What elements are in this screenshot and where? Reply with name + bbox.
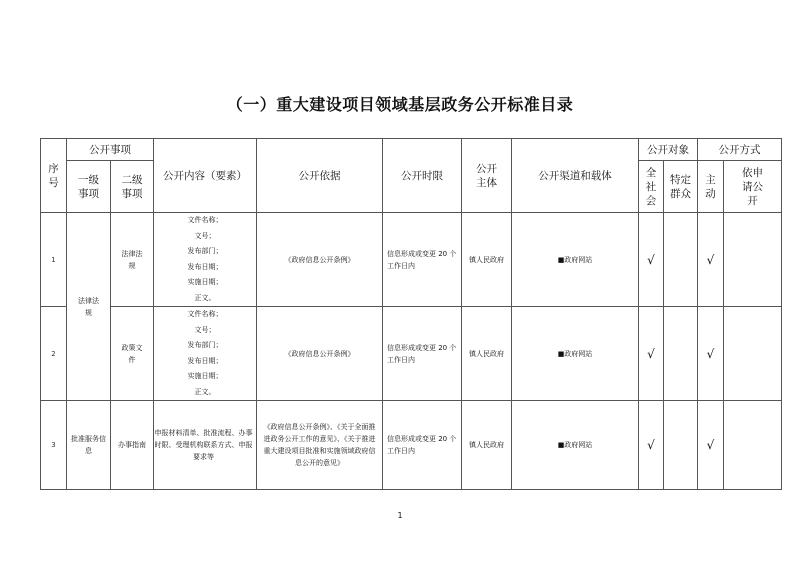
header-method: 公开方式 (698, 139, 782, 161)
row-check-active: √ (698, 401, 724, 490)
table-row (41, 307, 782, 401)
row-basis: 《政府信息公开条例》、《关于全面推进政务公开工作的意见》、《关于推进重大建设项目批准和实施领域政府信息公开的意见》 (257, 401, 383, 490)
header-level1: 一级事项 (67, 161, 111, 213)
row-time-limit: 信息形成或变更 20 个工作日内 (383, 401, 462, 490)
row-level1: 法律法规 (67, 213, 111, 401)
row-level2: 政策文件 (111, 307, 154, 401)
row-seq: 2 (41, 307, 67, 401)
row-check-active: √ (698, 307, 724, 401)
header-target: 公开对象 (639, 139, 698, 161)
row-subject: 镇人民政府 (462, 307, 512, 401)
row-check-specific (664, 213, 698, 307)
row-basis: 《政府信息公开条例》 (257, 213, 383, 307)
row-check-all: √ (639, 213, 664, 307)
row-level2: 办事指南 (111, 401, 154, 490)
row-check-all: √ (639, 401, 664, 490)
header-method-request: 依申请公开 (724, 161, 782, 213)
header-target-specific: 特定群众 (664, 161, 698, 213)
page-number: 1 (397, 511, 403, 520)
row-channel: ■政府网站 (512, 401, 639, 490)
row-channel: ■政府网站 (512, 307, 639, 401)
row-channel: ■政府网站 (512, 213, 639, 307)
row-level1: 批准服务信息 (67, 401, 111, 490)
row-check-all: √ (639, 307, 664, 401)
row-check-request (724, 307, 782, 401)
header-row-1 (41, 139, 782, 161)
header-method-active: 主动 (698, 161, 724, 213)
header-content: 公开内容（要素） (154, 139, 257, 213)
header-basis: 公开依据 (257, 139, 383, 213)
row-content: 申报材料清单、批准流程、办事时限、受理机构联系方式、申报要求等 (154, 401, 257, 490)
row-seq: 3 (41, 401, 67, 490)
header-channel: 公开渠道和载体 (512, 139, 639, 213)
row-content: 文件名称； 文号； 发布部门； 发布日期； 实施日期； 正文。 (154, 213, 257, 307)
row-subject: 镇人民政府 (462, 213, 512, 307)
header-seq: 序号 (41, 139, 67, 213)
row-check-request (724, 213, 782, 307)
row-content: 文件名称； 文号； 发布部门； 发布日期； 实施日期； 正文。 (154, 307, 257, 401)
header-time-limit: 公开时限 (383, 139, 462, 213)
header-public-matters: 公开事项 (67, 139, 154, 161)
row-basis: 《政府信息公开条例》 (257, 307, 383, 401)
row-subject: 镇人民政府 (462, 401, 512, 490)
header-level2: 二级事项 (111, 161, 154, 213)
catalog-table (40, 138, 782, 490)
row-check-request (724, 401, 782, 490)
row-check-specific (664, 401, 698, 490)
row-check-specific (664, 307, 698, 401)
header-subject: 公开主体 (462, 139, 512, 213)
row-time-limit: 信息形成或变更 20 个工作日内 (383, 307, 462, 401)
row-check-active: √ (698, 213, 724, 307)
table-row (41, 213, 782, 307)
row-seq: 1 (41, 213, 67, 307)
row-time-limit: 信息形成或变更 20 个工作日内 (383, 213, 462, 307)
row-level2: 法律法规 (111, 213, 154, 307)
page-title: （一）重大建设项目领域基层政务公开标准目录 (226, 95, 574, 114)
table-row (41, 401, 782, 490)
header-target-all: 全社会 (639, 161, 664, 213)
